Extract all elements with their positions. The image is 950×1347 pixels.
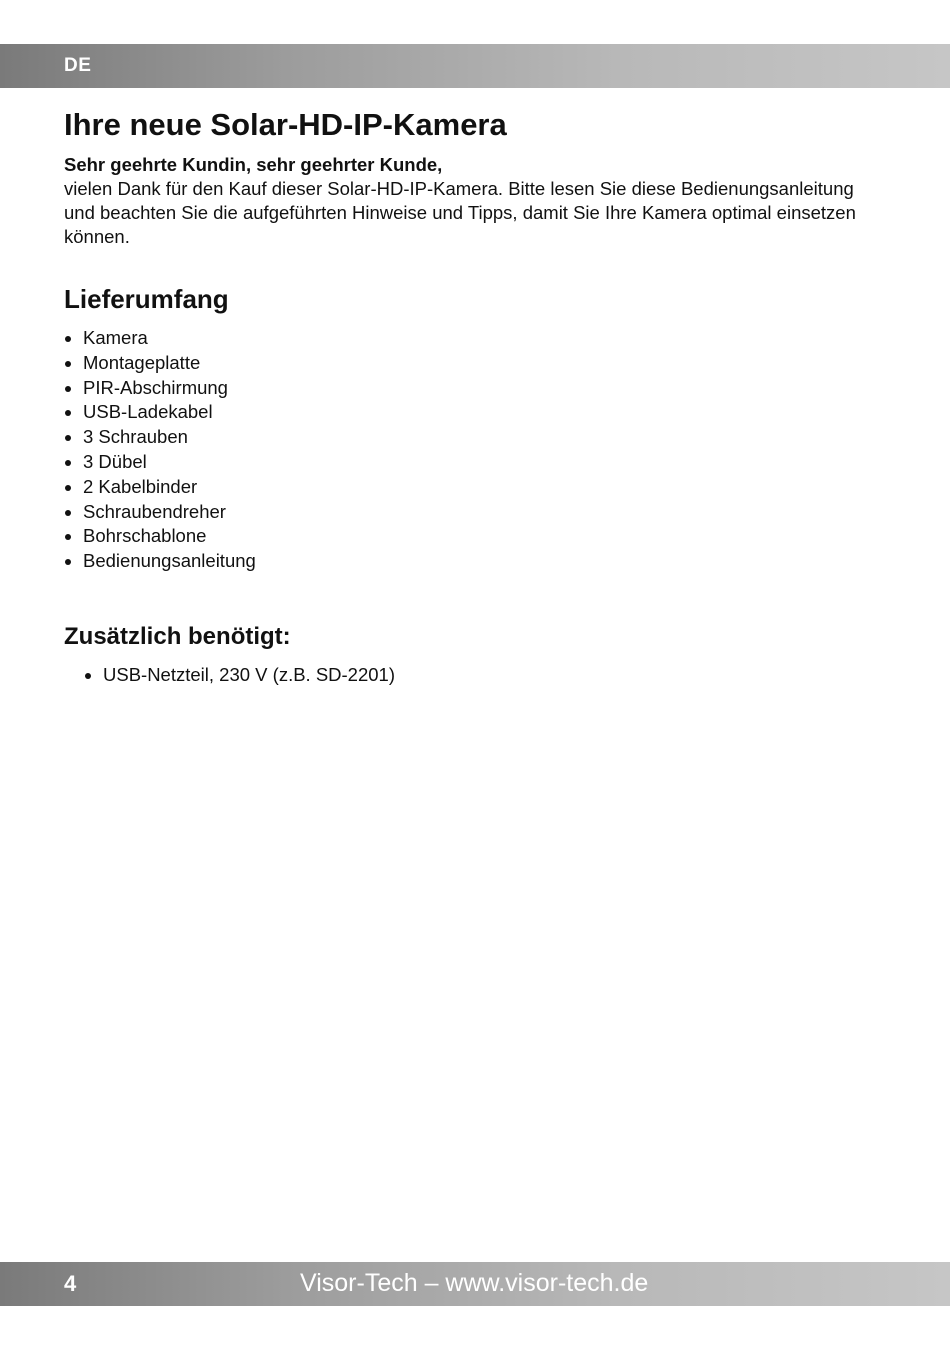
extra-list (84, 663, 395, 688)
list-item: Schraubendreher (64, 500, 256, 525)
list-item: Bohrschablone (64, 524, 256, 549)
list-item: 2 Kabelbinder (64, 475, 256, 500)
header-band (0, 44, 950, 88)
list-item: 3 Schrauben (64, 425, 256, 450)
bullet-icon (65, 559, 71, 565)
bullet-icon (65, 361, 71, 367)
greeting: Sehr geehrte Kundin, sehr geehrter Kunde, (64, 154, 443, 175)
bullet-icon (65, 410, 71, 416)
page-number: 4 (64, 1271, 77, 1296)
extra-heading: Zusätzlich benötigt: (64, 623, 291, 650)
list-item: USB-Netzteil, 230 V (z.B. SD-2201) (84, 663, 395, 688)
scope-heading: Lieferumfang (64, 284, 229, 314)
page-title: Ihre neue Solar-HD-IP-Kamera (64, 107, 507, 142)
bullet-icon (65, 336, 71, 342)
intro-paragraph: vielen Dank für den Kauf dieser Solar-HD-IP-Kamera. Bitte lesen Sie diese Bedienungsanleitung und beachten Sie die aufgeführten Hinweise und Tipps, damit Sie Ihre Kamera optimal einsetzen können. (64, 178, 856, 247)
scope-list (64, 326, 256, 574)
bullet-icon (65, 386, 71, 392)
language-label: DE (64, 55, 92, 76)
list-item: PIR-Abschirmung (64, 376, 256, 401)
bullet-icon (65, 435, 71, 441)
footer-brand: Visor-Tech – www.visor-tech.de (300, 1269, 649, 1297)
list-item: Kamera (64, 326, 256, 351)
bullet-icon (65, 485, 71, 491)
list-item: Bedienungsanleitung (64, 549, 256, 574)
bullet-icon (65, 510, 71, 516)
bullet-icon (65, 534, 71, 540)
list-item: 3 Dübel (64, 450, 256, 475)
list-item: USB-Ladekabel (64, 400, 256, 425)
list-item: Montageplatte (64, 351, 256, 376)
bullet-icon (65, 460, 71, 466)
bullet-icon (85, 673, 91, 679)
